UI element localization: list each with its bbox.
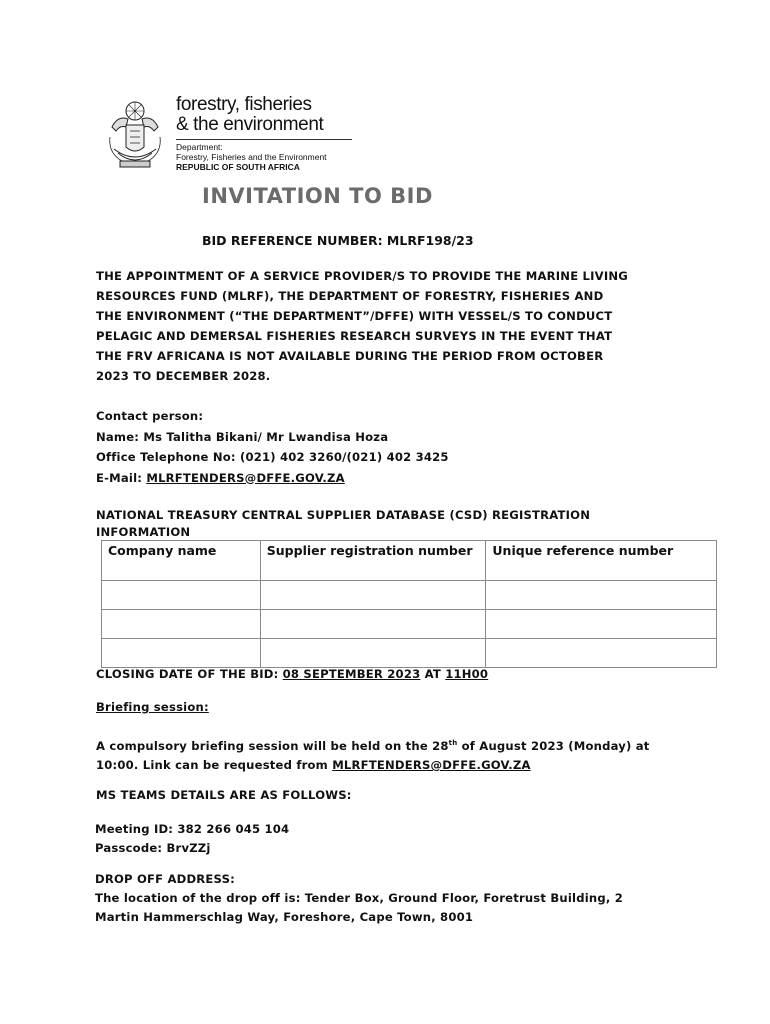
briefing-details <box>96 734 650 775</box>
country-name: REPUBLIC OF SOUTH AFRICA <box>176 162 300 172</box>
csd-heading <box>96 507 696 541</box>
teams-heading: MS TEAMS DETAILS ARE AS FOLLOWS: <box>96 788 352 802</box>
closing-time-value: 11H00 <box>445 667 489 681</box>
description-line: 2023 TO DECEMBER 2028. <box>96 369 271 383</box>
contact-heading: Contact person: <box>96 409 204 423</box>
column-header-company: Company name <box>102 541 261 581</box>
briefing-email-link[interactable]: MLRFTENDERS@DFFE.GOV.ZA <box>332 758 531 772</box>
brand-line-1: forestry, fisheries <box>176 94 312 115</box>
brand-divider <box>176 139 352 140</box>
dept-name: Forestry, Fisheries and the Environment <box>176 152 327 162</box>
table-cell[interactable] <box>260 581 486 610</box>
briefing-text: 10:00. Link can be requested from <box>96 758 333 772</box>
description-line: THE ENVIRONMENT (“THE DEPARTMENT”/DFFE) WITH VESSEL/S TO CONDUCT <box>96 309 613 323</box>
briefing-heading: Briefing session: <box>96 700 209 714</box>
bid-description <box>96 266 696 386</box>
brand-wordmark <box>176 95 323 135</box>
table-cell[interactable] <box>102 610 261 639</box>
dept-label: Department: <box>176 142 223 152</box>
table-cell[interactable] <box>486 581 717 610</box>
teams-details <box>95 820 289 858</box>
table-cell[interactable] <box>260 610 486 639</box>
table-cell[interactable] <box>486 610 717 639</box>
csd-registration-table <box>101 540 717 668</box>
briefing-text: of August 2023 (Monday) at <box>457 739 650 753</box>
dropoff-line-1: The location of the drop off is: Tender Box, Ground Floor, Foretrust Building, 2 <box>95 891 623 905</box>
dropoff-line-2: Martin Hammerschlag Way, Foreshore, Cape Town, 8001 <box>95 910 474 924</box>
contact-email-row <box>96 468 696 489</box>
csd-heading-line-2: INFORMATION <box>96 525 191 539</box>
closing-date-value: 08 SEPTEMBER 2023 <box>282 667 421 681</box>
email-label: E-Mail: <box>96 470 147 485</box>
table-header-row <box>102 541 717 581</box>
closing-date <box>96 667 488 681</box>
dropoff-heading: DROP OFF ADDRESS: <box>95 872 235 886</box>
csd-heading-line-1: NATIONAL TREASURY CENTRAL SUPPLIER DATABASE (CSD) REGISTRATION <box>96 508 591 522</box>
description-line: PELAGIC AND DEMERSAL FISHERIES RESEARCH SURVEYS IN THE EVENT THAT <box>96 329 613 343</box>
department-caption <box>176 142 327 172</box>
closing-at: AT <box>420 667 446 681</box>
briefing-line-2 <box>96 756 650 775</box>
briefing-text: A compulsory briefing session will be held on the 28 <box>96 739 449 753</box>
meeting-id: Meeting ID: 382 266 045 104 <box>95 822 290 836</box>
contact-section <box>96 406 696 488</box>
document-title: INVITATION TO BID <box>202 184 433 208</box>
table-cell[interactable] <box>486 639 717 668</box>
description-line: THE FRV AFRICANA IS NOT AVAILABLE DURING THE PERIOD FROM OCTOBER <box>96 349 604 363</box>
description-line: THE APPOINTMENT OF A SERVICE PROVIDER/S TO PROVIDE THE MARINE LIVING <box>96 269 628 283</box>
closing-label: CLOSING DATE OF THE BID: <box>96 667 283 681</box>
contact-email-link[interactable]: MLRFTENDERS@DFFE.GOV.ZA <box>146 470 345 485</box>
table-cell[interactable] <box>102 581 261 610</box>
table-row <box>102 581 717 610</box>
dropoff-section <box>95 870 623 927</box>
table-cell[interactable] <box>102 639 261 668</box>
passcode: Passcode: BrvZZj <box>95 841 211 855</box>
table-row <box>102 639 717 668</box>
brand-line-2: & the environment <box>176 114 324 135</box>
bid-reference: BID REFERENCE NUMBER: MLRF198/23 <box>202 233 474 248</box>
table-cell[interactable] <box>260 639 486 668</box>
column-header-supplier-number: Supplier registration number <box>260 541 486 581</box>
ordinal-suffix: th <box>448 739 458 747</box>
column-header-unique-reference: Unique reference number <box>486 541 717 581</box>
department-logo <box>104 95 354 177</box>
coat-of-arms-icon <box>104 97 166 173</box>
description-line: RESOURCES FUND (MLRF), THE DEPARTMENT OF FORESTRY, FISHERIES AND <box>96 289 604 303</box>
contact-name: Name: Ms Talitha Bikani/ Mr Lwandisa Hoza <box>96 429 389 444</box>
contact-phone: Office Telephone No: (021) 402 3260/(021) 402 3425 <box>96 450 449 464</box>
briefing-line-1 <box>96 734 650 756</box>
table-row <box>102 610 717 639</box>
